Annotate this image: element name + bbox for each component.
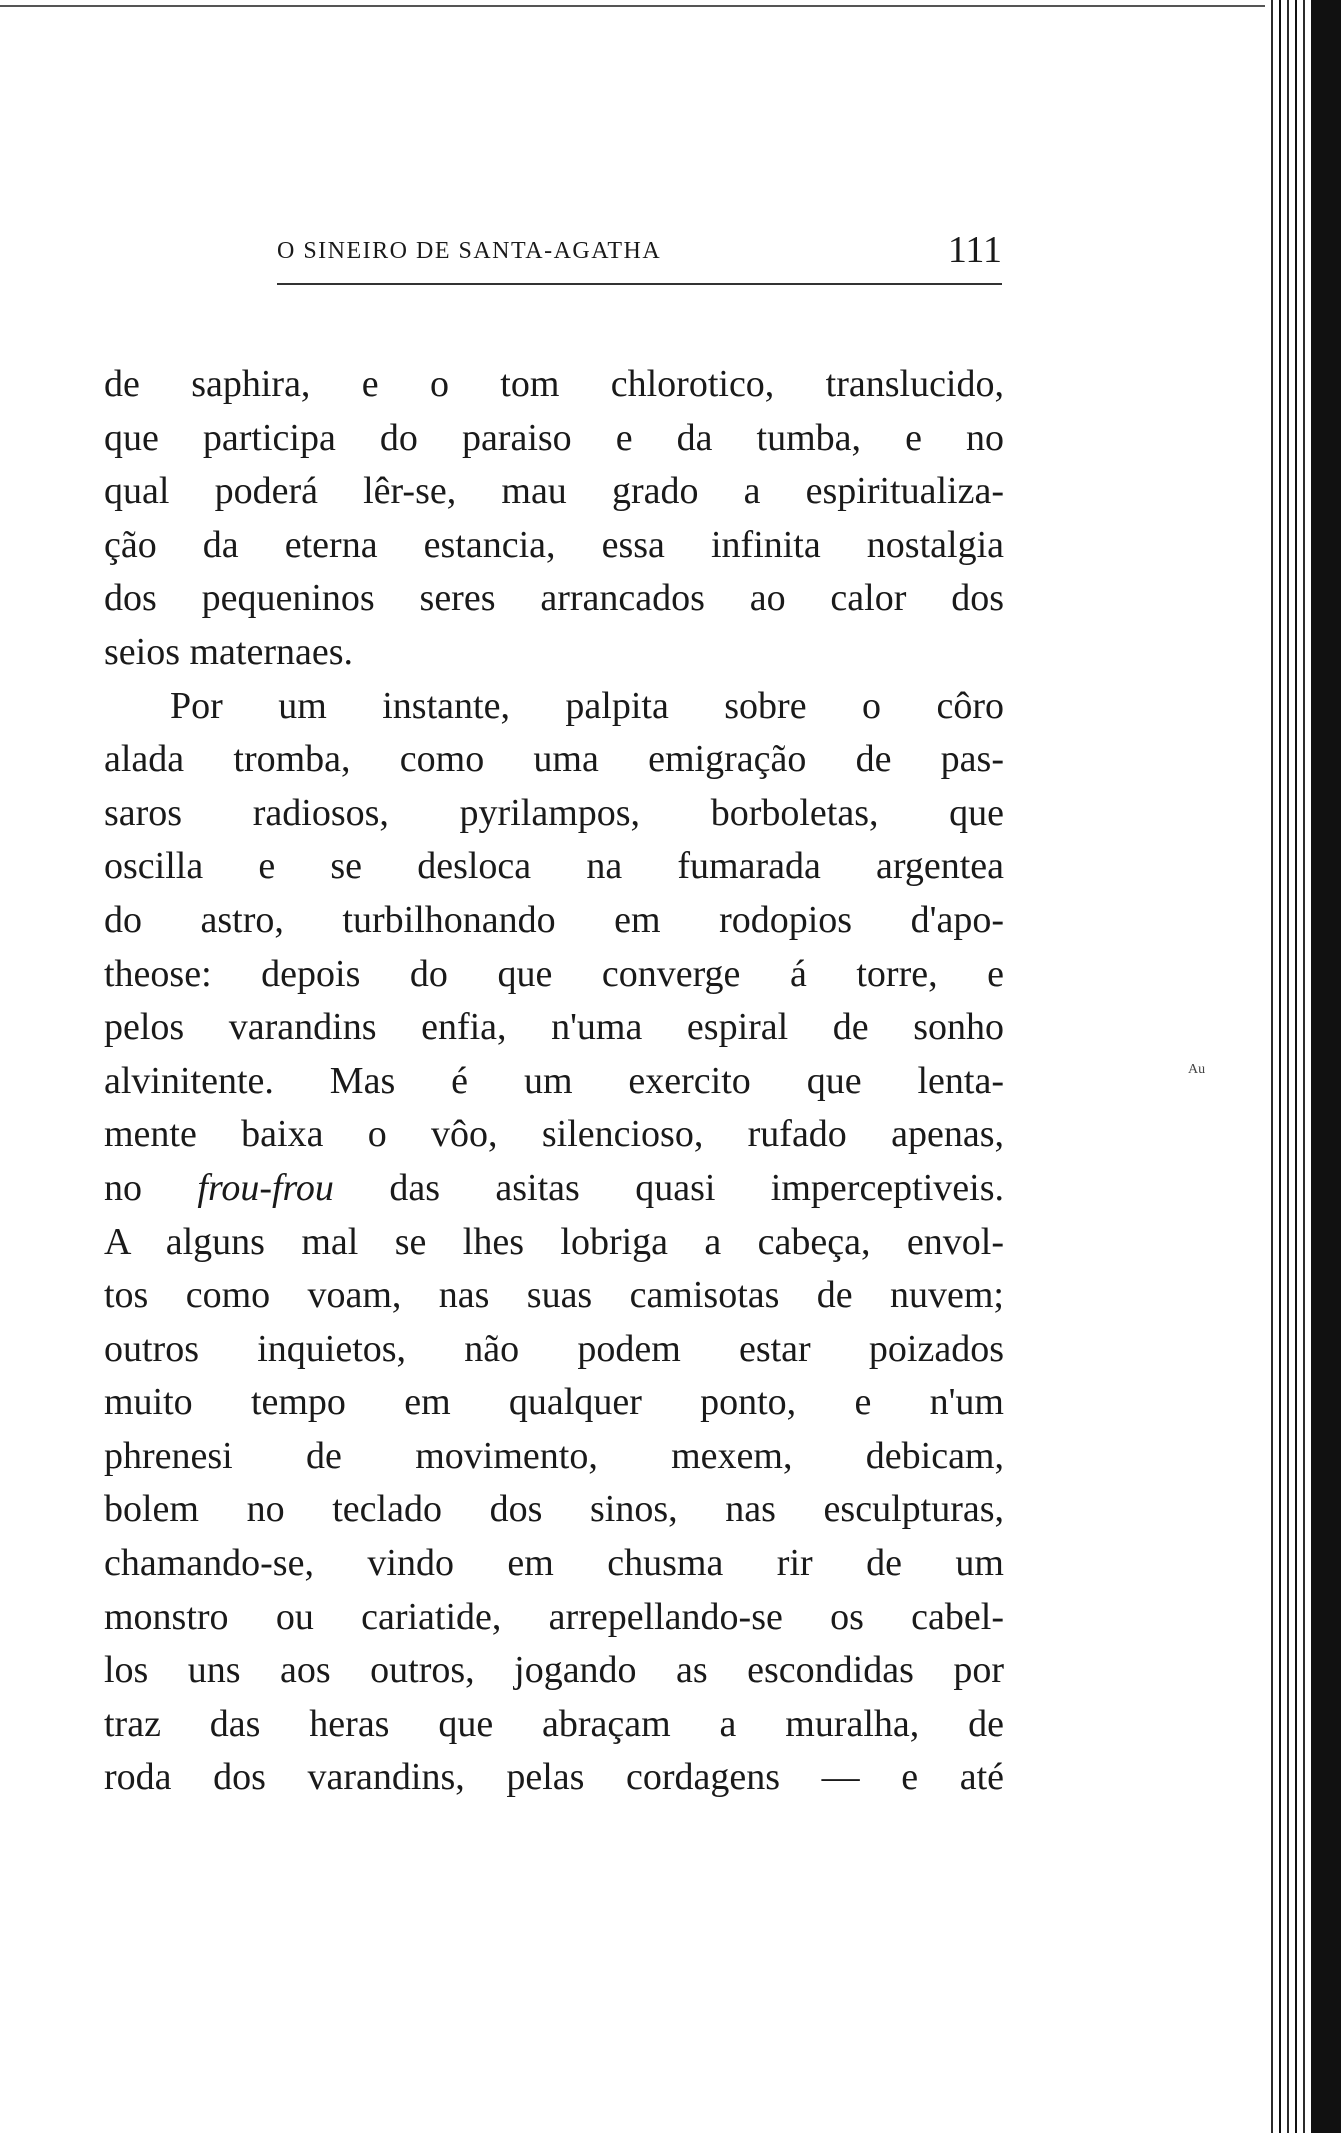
text-line: mente baixa o vôo, silencioso, rufado apenas, <box>104 1113 1004 1156</box>
text-line: A alguns mal se lhes lobriga a cabeça, envol- <box>104 1220 1004 1263</box>
text-line: qual poderá lêr-se, mau grado a espiritualiza- <box>104 470 1004 513</box>
text-line: oscilla e se desloca na fumarada argentea <box>104 845 1004 888</box>
body-text <box>104 358 1004 1805</box>
text-line: de saphira, e o tom chlorotico, translucido, <box>104 363 1004 405</box>
running-header <box>277 229 1002 280</box>
text-line: outros inquietos, não podem estar poizados <box>104 1327 1004 1370</box>
text-line: traz das heras que abraçam a muralha, de <box>104 1702 1004 1745</box>
text-line-with-italic <box>104 1162 1004 1216</box>
text-line: seios maternaes. <box>104 630 354 673</box>
text-line: theose: depois do que converge á torre, e <box>104 952 1004 995</box>
text-line: muito tempo em qualquer ponto, e n'um <box>104 1381 1004 1424</box>
text-line: tos como voam, nas suas camisotas de nuvem; <box>104 1274 1004 1317</box>
text-line: pelos varandins enfia, n'uma espiral de sonho <box>104 1006 1004 1049</box>
running-title: O SINEIRO DE SANTA-AGATHA <box>277 238 662 264</box>
text-line: alvinitente. Mas é um exercito que lenta- <box>104 1059 1004 1102</box>
text-line: monstro ou cariatide, arrepellando-se os cabel- <box>104 1595 1004 1638</box>
text-line: bolem no teclado dos sinos, nas esculpturas, <box>104 1488 1004 1531</box>
text-line: que participa do paraiso e da tumba, e no <box>104 416 1004 459</box>
text-line: alada tromba, como uma emigração de pas- <box>104 738 1004 781</box>
text-line: los uns aos outros, jogando as escondidas por <box>104 1649 1004 1692</box>
page-top-edge <box>0 5 1290 7</box>
page-number: 111 <box>947 229 1002 271</box>
text-line: dos pequeninos seres arrancados ao calor dos <box>104 577 1004 620</box>
text-segment: das asitas quasi imperceptiveis. <box>333 1166 1004 1209</box>
text-line: saros radiosos, pyrilampos, borboletas, que <box>104 791 1004 834</box>
book-binding-shadow <box>1313 0 1341 2133</box>
margin-mark: Au <box>1188 1062 1206 1077</box>
text-segment: no <box>104 1166 198 1209</box>
header-rule <box>277 283 1002 285</box>
text-line: chamando-se, vindo em chusma rir de um <box>104 1542 1004 1585</box>
text-line: phrenesi de movimento, mexem, debicam, <box>104 1434 1004 1477</box>
text-line: roda dos varandins, pelas cordagens — e até <box>104 1756 1004 1799</box>
italic-phrase: frou-frou <box>197 1166 334 1209</box>
text-line: ção da eterna estancia, essa infinita nostalgia <box>104 523 1004 566</box>
text-line: do astro, turbilhonando em rodopios d'apo- <box>104 898 1004 941</box>
paragraph-first-line: Por um instante, palpita sobre o côro <box>170 684 1004 727</box>
